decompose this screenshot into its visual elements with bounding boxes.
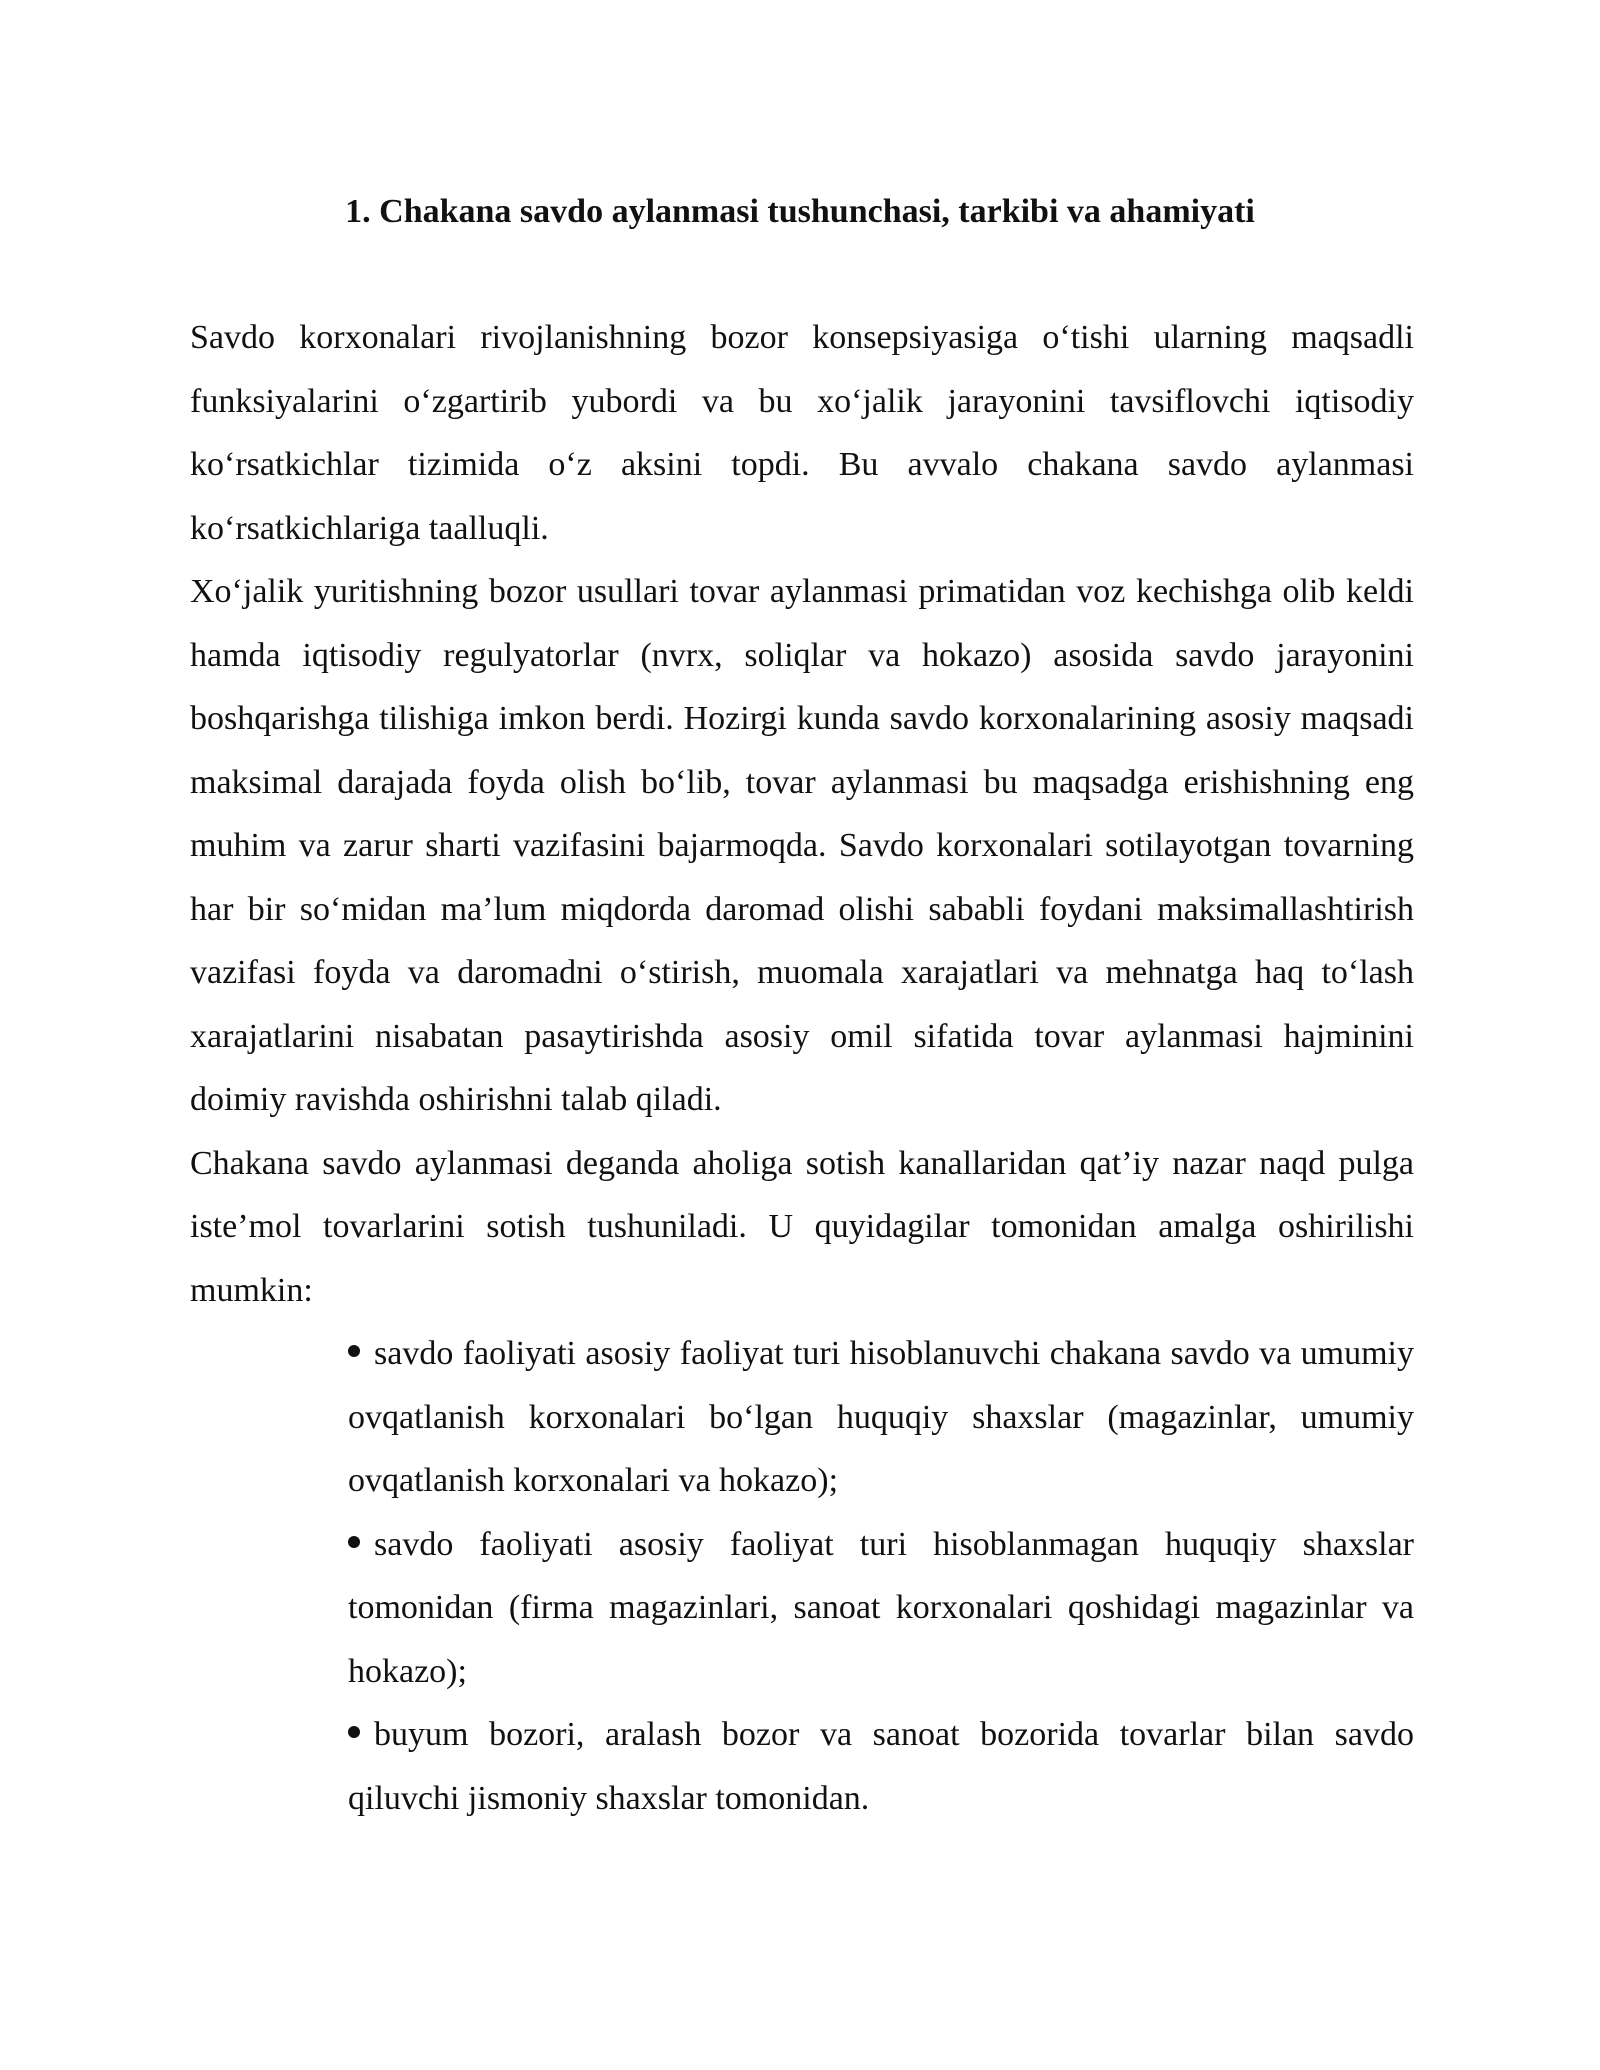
bullet-icon bbox=[348, 1726, 360, 1738]
section-heading: 1. Chakana savdo aylanmasi tushunchasi, tarkibi va ahamiyati bbox=[345, 193, 1255, 230]
paragraph-market-methods: Xo‘jalik yuritishning bozor usullari tovar aylanmasi primatidan voz kechishga olib keldi hamda iqtisodiy regulyatorlar (nvrx, soliqlar va hokazo) asosida savdo jarayonini boshqarishga tilishiga imkon berdi. Hozirgi kunda savdo korxonalarining asosiy maqsadi maksimal darajada foyda olish bo‘lib, tovar aylanmasi bu maqsadga erishishning eng muhim va zarur sharti vazifasini bajarmoqda. Savdo korxonalari sotilayotgan tovarning har bir so‘midan ma’lum miqdorda daromad olishi sababli foydani maksimallashtirish vazifasi foyda va daromadni o‘stirish, muomala xarajatlari va mehnatga haq to‘lash xarajatlarini nisabatan pasaytirishda asosiy omil sifatida tovar aylanmasi hajminini doimiy ravishda oshirishni talab qiladi. bbox=[190, 573, 1414, 1118]
bullet-icon bbox=[348, 1345, 360, 1357]
list-item bbox=[348, 1703, 1414, 1830]
bullet-text: savdo faoliyati asosiy faoliyat turi hisoblanmagan huquqiy shaxslar tomonidan (firma magazinlari, sanoat korxonalari qoshidagi magazinlar va hokazo); bbox=[348, 1525, 1414, 1690]
bullet-text: buyum bozori, aralash bozor va sanoat bozorida tovarlar bilan savdo qiluvchi jismoniy shaxslar tomonidan. bbox=[348, 1716, 1414, 1817]
list-item bbox=[348, 1322, 1414, 1513]
bullet-list bbox=[190, 1322, 1414, 1830]
bullet-text: savdo faoliyati asosiy faoliyat turi hisoblanuvchi chakana savdo va umumiy ovqatlanish korxonalari bo‘lgan huquqiy shaxslar (magazinlar, umumiy ovqatlanish korxonalari va hokazo); bbox=[348, 1335, 1414, 1499]
bullet-icon bbox=[348, 1536, 360, 1548]
document-body bbox=[190, 306, 1414, 1830]
list-item bbox=[348, 1513, 1414, 1704]
paragraph-intro: Savdo korxonalari rivojlanishning bozor konsepsiyasiga o‘tishi ularning maqsadli funksiyalarini o‘zgartirib yubordi va bu xo‘jalik jarayonini tavsiflovchi iqtisodiy ko‘rsatkichlar tizimida o‘z aksini topdi. Bu avvalo chakana savdo aylanmasi ko‘rsatkichlariga taalluqli. bbox=[190, 319, 1414, 547]
paragraph-retail-definition: Chakana savdo aylanmasi deganda aholiga sotish kanallaridan qat’iy nazar naqd pulga iste’mol tovarlarini sotish tushuniladi. U quyidagilar tomonidan amalga oshirilishi mumkin: bbox=[190, 1144, 1414, 1309]
